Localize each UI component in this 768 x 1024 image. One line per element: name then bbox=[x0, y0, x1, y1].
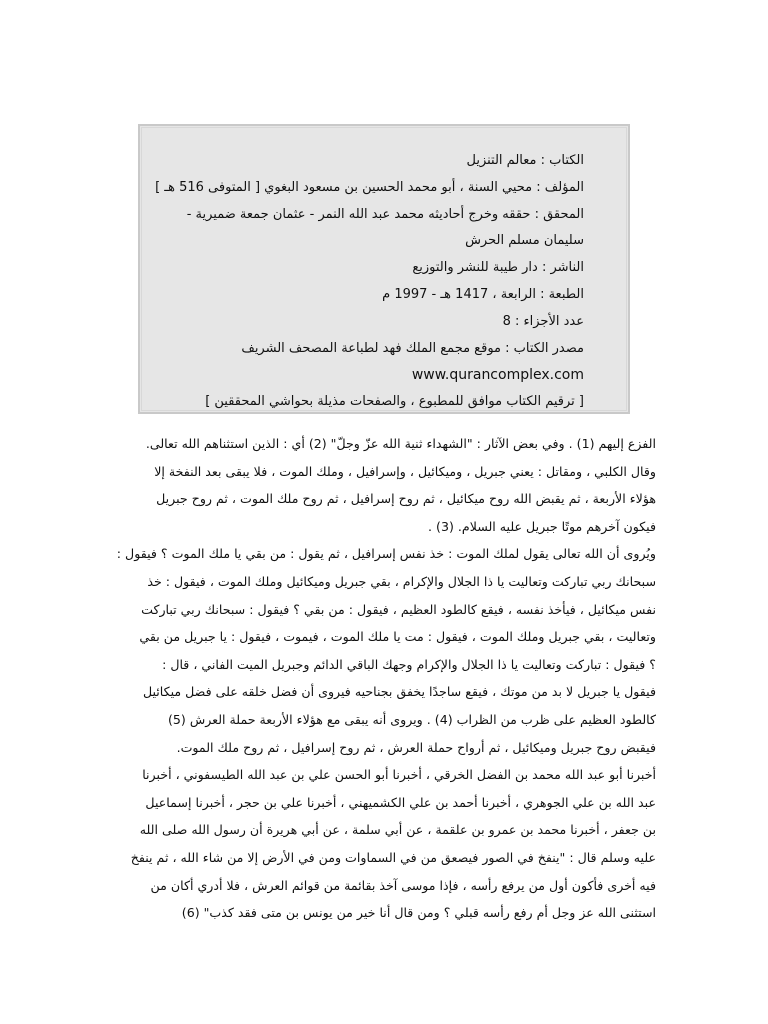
text-line: الفزع إليهم (1) . وفي بعض الآثار : "الشهداء ثنية الله عزّ وجلّ" (2) أي : الذين استثناهم الله تعالى. bbox=[145, 436, 656, 451]
book-volumes: عدد الأجزاء : 8 bbox=[502, 313, 584, 329]
text-line: سبحانك ربي تباركت وتعاليت يا ذا الجلال والإكرام ، بقي جبريل وميكائيل وملك الموت ، فيقول : خذ bbox=[147, 573, 656, 589]
book-publisher: الناشر : دار طيبة للنشر والتوزيع bbox=[412, 260, 584, 276]
text-line: أخبرنا أبو عبد الله محمد بن الفضل الخرقي ، أخبرنا أبو الحسن علي بن عبد الله الطيسفوني ، أخبرنا bbox=[142, 767, 656, 783]
text-line: فيقول يا جبريل لا بد من موتك ، فيقع ساجدًا يخفق بجناحيه فيروى أن فضل خلقه على فضل ميكائيل bbox=[142, 684, 656, 700]
text-line: عبد الله بن علي الجوهري ، أخبرنا أحمد بن علي الكشميهني ، أخبرنا علي بن حجر ، أخبرنا إسماعيل bbox=[145, 794, 656, 810]
book-numbering-note: [ ترقيم الكتاب موافق للمطبوع ، والصفحات مذيلة بحواشي المحققين ] bbox=[205, 394, 584, 410]
book-info-content bbox=[150, 148, 584, 416]
book-author: المؤلف : محيي السنة ، أبو محمد الحسين بن مسعود البغوي [ المتوفى 516 هـ ] bbox=[155, 179, 584, 195]
text-line: نفس ميكائيل ، فيأخذ نفسه ، فيقع كالطود العظيم ، فيقول : من بقي ؟ فيقول : سبحانك ربي تباركت bbox=[141, 601, 656, 617]
book-edition: الطبعة : الرابعة ، 1417 هـ - 1997 م bbox=[382, 286, 584, 302]
text-line: فيقبض روح جبريل وميكائيل ، ثم أرواح حملة العرش ، ثم روح إسرافيل ، ثم روح ملك الموت. bbox=[176, 739, 656, 755]
page-body-text bbox=[112, 430, 656, 927]
text-line: استثنى الله عز وجل أم رفع رأسه قبلي ؟ ومن قال أنا خير من يونس بن متى فقد كذب" (6) bbox=[181, 905, 656, 921]
text-line: ويُروى أن الله تعالى يقول لملك الموت : خذ نفس إسرافيل ، ثم يقول : من بقي يا ملك الموت ؟ فيقول : bbox=[116, 546, 656, 562]
text-line: بن جعفر ، أخبرنا محمد بن عمرو بن علقمة ، عن أبي سلمة ، عن أبي هريرة أن رسول الله صلى الله bbox=[139, 822, 656, 838]
book-title: الكتاب : معالم التنزيل bbox=[466, 153, 584, 168]
text-line: وتعاليت ، بقي جبريل وملك الموت ، فيقول : مت يا ملك الموت ، فيموت ، فيقول : يا جبريل من بقي bbox=[139, 629, 656, 645]
book-source: مصدر الكتاب : موقع مجمع الملك فهد لطباعة المصحف الشريف bbox=[241, 340, 584, 356]
book-editor: المحقق : حققه وخرج أحاديثه محمد عبد الله النمر - عثمان جمعة ضميرية - bbox=[186, 206, 584, 222]
text-line: وقال الكلبي ، ومقاتل : يعني جبريل ، وميكائيل ، وإسرافيل ، وملك الموت ، فلا يبقى بعد النفخة إلا bbox=[154, 463, 656, 479]
book-editor-continued: سليمان مسلم الحرش bbox=[465, 233, 584, 249]
text-line: ؟ فيقول : تباركت وتعاليت يا ذا الجلال والإكرام وجهك الباقي الدائم وجبريل الميت الفاني ، قال : bbox=[162, 656, 656, 672]
text-line: فيكون آخرهم موتًا جبريل عليه السلام. (3) . bbox=[428, 518, 656, 534]
text-line: فيه أخرى فأكون أول من يرفع رأسه ، فإذا موسى آخذ بقائمة من قوائم العرش ، فلا أدري أكان من bbox=[150, 877, 656, 893]
text-line: عليه وسلم قال : "ينفخ في الصور فيصعق من في السماوات ومن في الأرض إلا من شاء الله ، ثم ينفخ bbox=[130, 849, 656, 865]
text-line: كالطود العظيم على ظرب من الظراب (4) . ويروى أنه يبقى مع هؤلاء الأربعة حملة العرش (5) bbox=[167, 711, 656, 727]
text-line: هؤلاء الأربعة ، ثم يقبض الله روح ميكائيل ، ثم روح إسرافيل ، ثم روح ملك الموت ، ثم روح جبريل bbox=[156, 491, 656, 507]
book-info-box bbox=[138, 124, 630, 414]
book-source-url: www.qurancomplex.com bbox=[411, 367, 584, 384]
